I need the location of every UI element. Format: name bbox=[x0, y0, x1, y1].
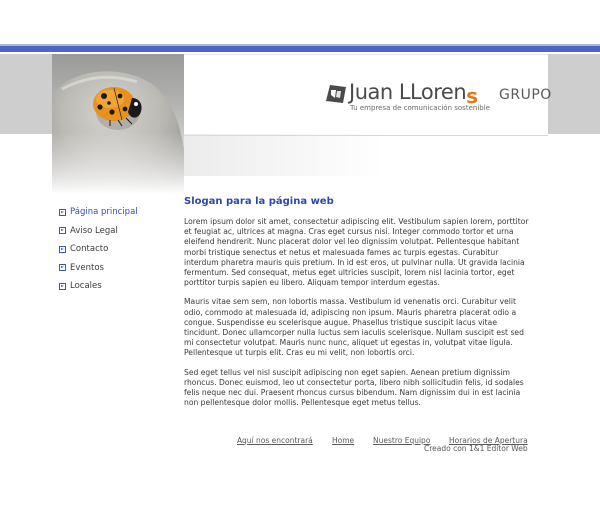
ladybug-photo bbox=[52, 54, 184, 194]
ladybug-on-stone-image bbox=[52, 54, 184, 194]
footer-link-home[interactable]: Home bbox=[332, 436, 355, 445]
logo-wordmark bbox=[349, 80, 478, 108]
nav-item-label: Eventos bbox=[70, 262, 104, 273]
arrow-bullet-icon bbox=[59, 264, 66, 271]
content-paragraph: Sed eget tellus vel nisl suscipit adipiscing non eget sapien. Aenean pretium dignissim rhoncus. Donec euismod, leo ut consectetur porta, libero nibh sollicitudin felis, id sodales felis neque nec dui. Praesent rhoncus cursus bibendum. Nam dignissim dui in est lacinia non pellentesque dolor mollis. Pellentesque eget metus tellus. bbox=[184, 367, 524, 408]
footer-credit: Creado con 1&1 Editor Web bbox=[424, 444, 528, 453]
header-blue-bar bbox=[0, 46, 600, 52]
logo-name-accent: s bbox=[466, 84, 478, 108]
nav-item-pagina-principal[interactable] bbox=[59, 203, 138, 222]
arrow-bullet-icon bbox=[59, 283, 66, 290]
nav-item-label: Aviso Legal bbox=[70, 225, 118, 236]
arrow-bullet-icon bbox=[59, 246, 66, 253]
footer-link-horarios-de-apertura[interactable]: Horarios de Apertura bbox=[449, 436, 528, 445]
nav-item-label: Locales bbox=[70, 281, 102, 292]
footer-link-aqui-nos-encontrara[interactable]: Aquí nos encontrará bbox=[237, 436, 313, 445]
logo-group-label: GRUPO bbox=[499, 87, 552, 103]
logo-tagline: Tu empresa de comunicación sostenible bbox=[350, 104, 490, 112]
main-content bbox=[184, 196, 530, 417]
nav-item-contacto[interactable] bbox=[59, 240, 138, 259]
content-paragraph: Lorem ipsum dolor sit amet, consectetur adipiscing elit. Vestibulum sapien lorem, porttitor et feugiat ac, ultrices at magna. Cras eget cursus nisi. Integer commodo tortor et urna eleifend hendrerit. Nunc placerat dolor vel leo dignissim volutpat. Pellentesque habitant morbi tristique senectus et netus et malesuada fames ac turpis egestas. Curabitur interdum pharetra mauris quis pretium. In id est eros, ut pulvinar nulla. Ut gravida lacinia fermentum. Sed consequat, metus eget ultricies suscipit, lorem nisl lacinia tortor, eget porttitor turpis sapien eu libero. Aliquam tempor interdum egestas. bbox=[184, 217, 529, 288]
logo-mark-icon bbox=[325, 84, 347, 104]
footer-link-nuestro-equipo[interactable]: Nuestro Equipo bbox=[373, 436, 431, 445]
arrow-bullet-icon bbox=[59, 227, 66, 234]
nav-item-label: Contacto bbox=[70, 244, 109, 255]
header-right-strip bbox=[548, 54, 600, 134]
main-navigation bbox=[59, 203, 138, 296]
arrow-bullet-icon bbox=[59, 209, 66, 216]
banner-shadow bbox=[184, 134, 384, 176]
logo-name-main: Juan LLoren bbox=[349, 80, 467, 104]
content-paragraph: Mauris vitae sem sem, non lobortis massa. Vestibulum id venenatis orci. Curabitur velit odio, commodo at malesuada id, adipiscing non ipsum. Mauris pharetra placerat odio a congue. Suspendisse eu scelerisque augue. Phasellus tristique suscipit lacus vitae tincidunt. Donec ullamcorper nulla luctus sem iaculis scelerisque. Nullam suscipit est sed mi consectetur volutpat. Mauris nunc nunc, aliquet ut egestas in, volutpat vitae ligula. Pellentesque ut turpis elit. Cras eu mi velit, non lobortis orci. bbox=[184, 297, 524, 358]
nav-item-eventos[interactable] bbox=[59, 259, 138, 278]
nav-item-label: Página principal bbox=[70, 207, 138, 218]
page-slogan: Slogan para la página web bbox=[184, 196, 334, 207]
nav-item-locales[interactable] bbox=[59, 277, 138, 296]
header-left-strip bbox=[0, 54, 52, 134]
nav-item-aviso-legal[interactable] bbox=[59, 222, 138, 241]
